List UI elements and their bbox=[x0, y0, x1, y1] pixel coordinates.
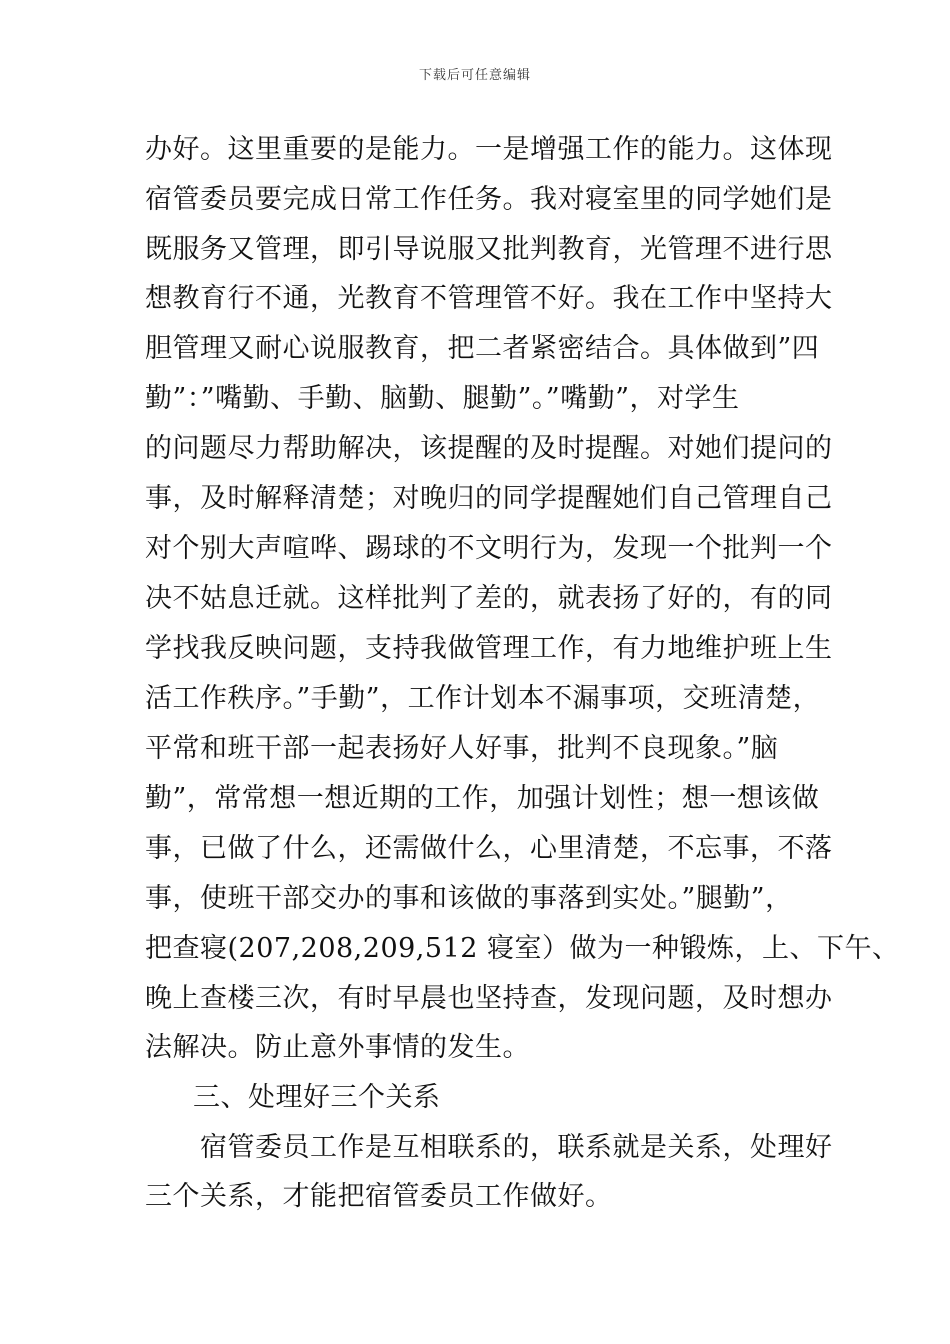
text-line: 对个别大声喧哗、踢球的不文明行为，发现一个批判一个 bbox=[145, 533, 833, 564]
text-line: 事，使班干部交办的事和该做的事落到实处。”腿勤”， bbox=[145, 883, 793, 914]
text-line: 勤”：”嘴勤、手勤、脑勤、腿勤”。”嘴勤”，对学生 bbox=[145, 383, 740, 414]
text-line: 晚上查楼三次，有时早晨也坚持查，发现问题，及时想办 bbox=[145, 983, 833, 1014]
text-line: 宿管委员工作是互相联系的，联系就是关系，处理好 bbox=[200, 1132, 833, 1163]
text-line: 事，及时解释清楚；对晚归的同学提醒她们自己管理自己 bbox=[145, 483, 833, 514]
text-line: 把查寝(207,208,209,512 寝室）做为一种锻炼，上、下午、 bbox=[145, 933, 900, 964]
text-line: 学找我反映问题，支持我做管理工作，有力地维护班上生 bbox=[145, 633, 833, 664]
text-line: 法解决。防止意外事情的发生。 bbox=[145, 1032, 530, 1063]
text-line: 事，已做了什么，还需做什么，心里清楚，不忘事，不落 bbox=[145, 833, 833, 864]
text-line: 宿管委员要完成日常工作任务。我对寝室里的同学她们是 bbox=[145, 184, 833, 215]
text-line: 决不姑息迁就。这样批判了差的，就表扬了好的，有的同 bbox=[145, 583, 833, 614]
text-line: 胆管理又耐心说服教育，把二者紧密结合。具体做到”四 bbox=[145, 333, 820, 364]
page-header: 下载后可任意编辑 bbox=[418, 68, 531, 83]
text-line: 三个关系，才能把宿管委员工作做好。 bbox=[145, 1181, 613, 1212]
text-line: 办好。这里重要的是能力。一是增强工作的能力。这体现 bbox=[145, 134, 833, 165]
text-line: 的问题尽力帮助解决，该提醒的及时提醒。对她们提问的 bbox=[145, 433, 833, 464]
text-line: 既服务又管理，即引导说服又批判教育，光管理不进行思 bbox=[145, 234, 833, 265]
text-line: 活工作秩序。”手勤”，工作计划本不漏事项，交班清楚， bbox=[145, 683, 821, 714]
text-line: 平常和班干部一起表扬好人好事，批判不良现象。”脑 bbox=[145, 733, 779, 764]
text-line: 勤”，常常想一想近期的工作，加强计划性；想一想该做 bbox=[145, 783, 820, 814]
section-heading: 三、处理好三个关系 bbox=[193, 1082, 441, 1113]
text-line: 想教育行不通，光教育不管理管不好。我在工作中坚持大 bbox=[145, 283, 833, 314]
